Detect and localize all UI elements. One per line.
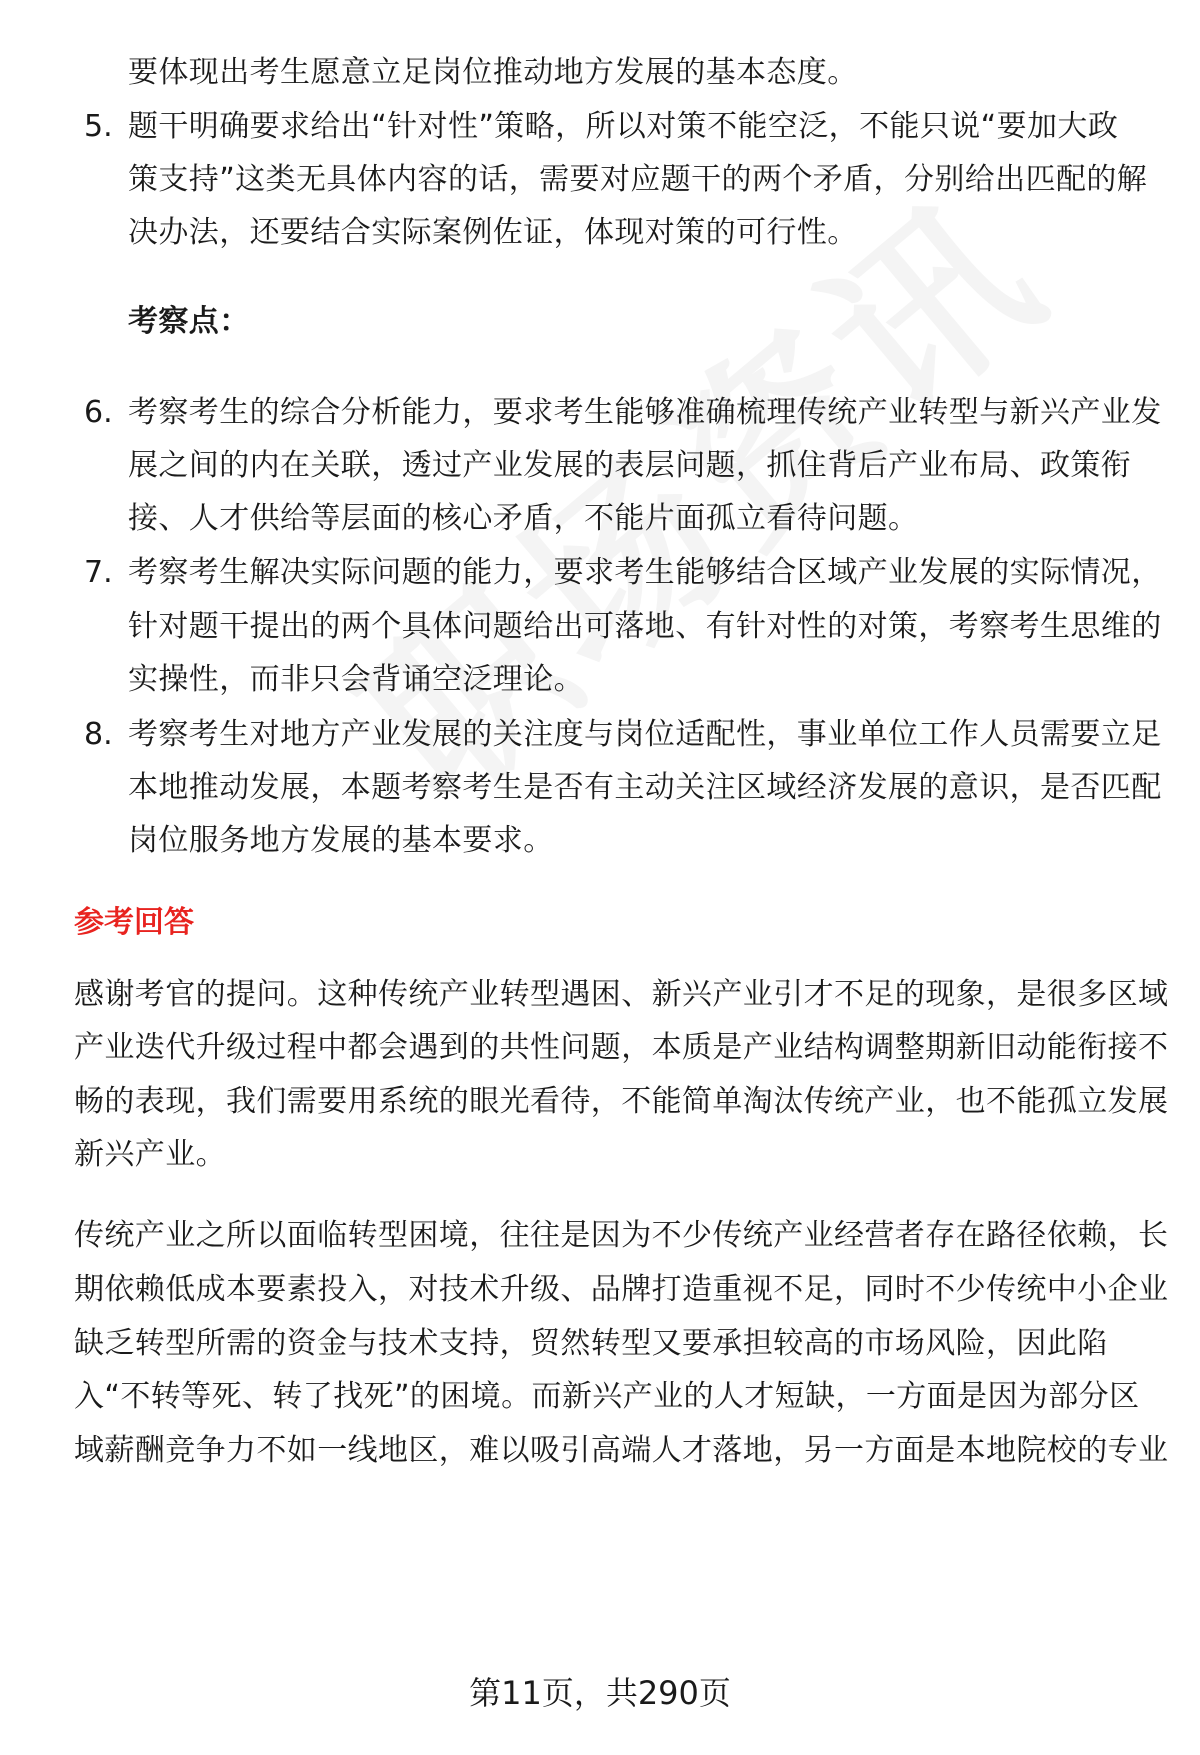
- list-item-line: 考察考生对地方产业发展的关注度与岗位适配性，事业单位工作人员需要立足: [128, 717, 1162, 752]
- paragraph-line: 畅的表现，我们需要用系统的眼光看待，不能简单淘汰传统产业，也不能孤立发展: [74, 1084, 1169, 1119]
- paragraph-line: 传统产业之所以面临转型困境，往往是因为不少传统产业经营者存在路径依赖，长: [74, 1218, 1169, 1253]
- list-item-line: 考察考生解决实际问题的能力，要求考生能够结合区域产业发展的实际情况，: [128, 555, 1162, 590]
- list-item-line: 实操性，而非只会背诵空泛理论。: [128, 662, 584, 697]
- paragraph-line: 要体现出考生愿意立足岗位推动地方发展的基本态度。: [128, 55, 858, 90]
- list-item-line: 岗位服务地方发展的基本要求。: [128, 823, 554, 858]
- paragraph-line: 入“不转等死、转了找死”的困境。而新兴产业的人才短缺，一方面是因为部分区: [74, 1379, 1140, 1414]
- list-number: 8.: [84, 717, 113, 752]
- paragraph-line: 域薪酬竞争力不如一线地区，难以吸引高端人才落地，另一方面是本地院校的专业: [74, 1433, 1169, 1468]
- list-item-line: 策支持”这类无具体内容的话，需要对应题干的两个矛盾，分别给出匹配的解: [128, 162, 1148, 197]
- list-item-line: 考察考生的综合分析能力，要求考生能够准确梳理传统产业转型与新兴产业发: [128, 395, 1162, 430]
- list-number: 5.: [84, 109, 113, 144]
- section-heading-checkpoints: 考察点：: [128, 304, 250, 339]
- list-item-line: 题干明确要求给出“针对性”策略，所以对策不能空泛，不能只说“要加大政: [128, 109, 1119, 144]
- page-number-footer: 第11页，共290页: [469, 1674, 731, 1712]
- list-item-line: 决办法，还要结合实际案例佐证，体现对策的可行性。: [128, 215, 858, 250]
- paragraph-line: 产业迭代升级过程中都会遇到的共性问题，本质是产业结构调整期新旧动能衔接不: [74, 1030, 1169, 1065]
- list-item-line: 展之间的内在关联，透过产业发展的表层问题，抓住背后产业布局、政策衔: [128, 448, 1132, 483]
- paragraph-line: 期依赖低成本要素投入，对技术升级、品牌打造重视不足，同时不少传统中小企业: [74, 1272, 1169, 1307]
- list-item-line: 接、人才供给等层面的核心矛盾，不能片面孤立看待问题。: [128, 501, 919, 536]
- paragraph-line: 感谢考官的提问。这种传统产业转型遇困、新兴产业引才不足的现象，是很多区域: [74, 977, 1169, 1012]
- section-heading-reference: 参考回答: [74, 905, 194, 940]
- list-number: 7.: [84, 555, 113, 590]
- list-number: 6.: [84, 395, 113, 430]
- list-item-line: 本地推动发展，本题考察考生是否有主动关注区域经济发展的意识，是否匹配: [128, 770, 1162, 805]
- list-item-line: 针对题干提出的两个具体问题给出可落地、有针对性的对策，考察考生思维的: [128, 609, 1162, 644]
- paragraph-line: 缺乏转型所需的资金与技术支持，贸然转型又要承担较高的市场风险，因此陷: [74, 1326, 1108, 1361]
- paragraph-line: 新兴产业。: [74, 1137, 226, 1172]
